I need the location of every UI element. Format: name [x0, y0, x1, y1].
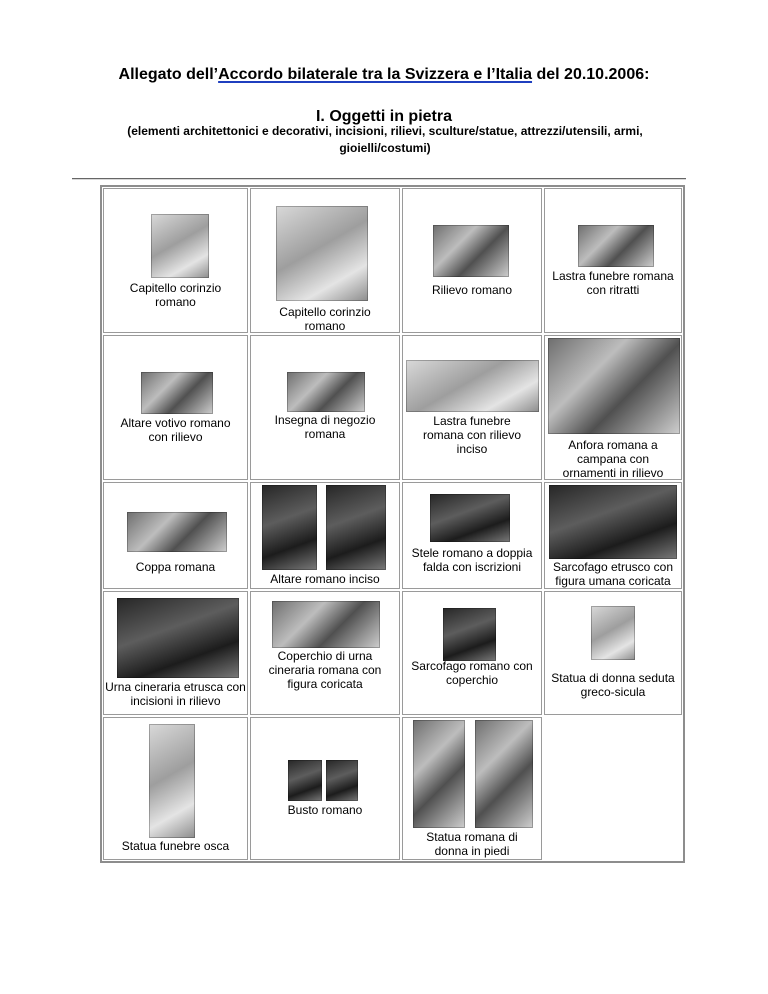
table-cell [103, 335, 248, 480]
relief-image [433, 225, 509, 277]
title-suffix: del 20.10.2006: [532, 66, 650, 83]
item-caption: Lastra funebre romana con ritratti [552, 269, 674, 297]
table-cell [402, 482, 542, 589]
sarcophagus-image [443, 608, 496, 661]
urn-lid-image [272, 601, 380, 648]
column-capital-image [151, 214, 209, 278]
agreement-link[interactable]: Accordo bilaterale tra la Svizzera e l’Italia [218, 66, 533, 83]
table-cell [103, 482, 248, 589]
table-cell [250, 482, 400, 589]
shop-sign-image [287, 372, 365, 412]
table-cell [402, 188, 542, 333]
bust-image [288, 760, 322, 801]
item-caption: Capitello corinzio romano [279, 305, 371, 333]
item-caption: Lastra funebre romana con rilievo inciso [422, 414, 522, 456]
horizontal-rule [72, 178, 686, 180]
title-prefix: Allegato dell’ [118, 66, 219, 83]
standing-woman-statue-image [413, 720, 465, 828]
item-caption: Coperchio di urna cineraria romana con figura coricata [268, 649, 382, 691]
votive-altar-image [141, 372, 213, 414]
table-cell [250, 335, 400, 480]
document-title [0, 66, 768, 84]
column-capital-image [276, 206, 368, 301]
bell-amphora-image [548, 338, 680, 434]
item-caption: Altare romano inciso [270, 572, 380, 586]
item-caption: Sarcofago romano con coperchio [411, 659, 533, 687]
standing-woman-statue-image [475, 720, 533, 828]
table-cell [402, 717, 542, 860]
funerary-statue-image [149, 724, 195, 838]
item-caption: Rilievo romano [431, 283, 513, 297]
item-caption: Busto romano [287, 803, 363, 817]
table-cell [544, 188, 682, 333]
item-caption: Insegna di negozio romana [274, 413, 376, 441]
item-caption: Altare votivo romano con rilievo [120, 416, 231, 444]
item-caption: Statua di donna seduta greco-sicula [551, 671, 675, 699]
item-caption: Statua romana di donna in piedi [426, 830, 518, 858]
altar-image [262, 485, 317, 570]
funerary-slab-image [578, 225, 654, 267]
funerary-slab-image [406, 360, 539, 412]
table-cell [103, 591, 248, 715]
cinerary-urn-image [117, 598, 239, 678]
table-cell [402, 335, 542, 480]
item-caption: Urna cineraria etrusca con incisioni in rilievo [105, 680, 246, 708]
table-cell [544, 482, 682, 589]
item-caption: Anfora romana a campana con ornamenti in rilievo [562, 438, 664, 480]
table-cell [544, 591, 682, 715]
table-cell [250, 717, 400, 860]
section-title: I. Oggetti in pietra [315, 108, 452, 125]
item-caption: Capitello corinzio romano [129, 281, 222, 309]
table-cell [103, 188, 248, 333]
table-cell [250, 188, 400, 333]
sarcophagus-image [549, 485, 677, 559]
stele-image [430, 494, 510, 542]
seated-woman-statue-image [591, 606, 635, 660]
cup-image [127, 512, 227, 552]
item-caption: Stele romano a doppia falda con iscrizioni [411, 546, 533, 574]
item-caption: Statua funebre osca [121, 839, 230, 853]
section-subtitle: (elementi architettonici e decorativi, incisioni, rilievi, sculture/statue, attrezzi/utensili, armi, gioielli/costumi) [127, 124, 643, 155]
bust-image [326, 760, 358, 801]
table-cell [544, 335, 682, 480]
altar-image [326, 485, 386, 570]
table-cell [250, 591, 400, 715]
item-caption: Sarcofago etrusco con figura umana coricata [552, 560, 674, 588]
table-cell [103, 717, 248, 860]
table-cell [402, 591, 542, 715]
item-caption: Coppa romana [135, 560, 216, 574]
